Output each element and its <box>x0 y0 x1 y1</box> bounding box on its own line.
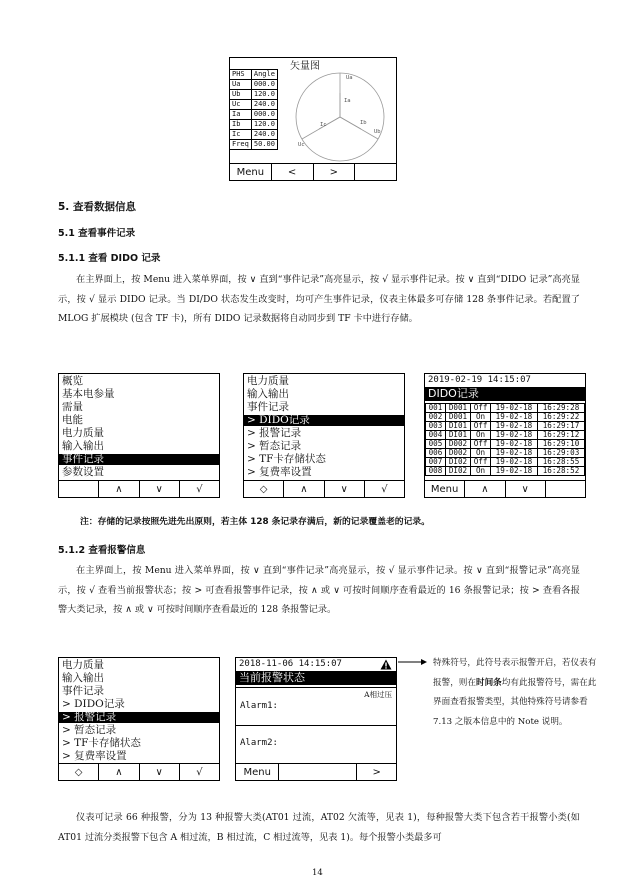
table-row: 006 D002 On 19-02-18 16:29:03 <box>426 449 585 458</box>
alarm-menu-screen <box>58 657 220 781</box>
dido-records-screen <box>424 373 586 498</box>
left-button[interactable]: < <box>272 164 314 180</box>
menu-button[interactable]: Menu <box>230 164 272 180</box>
blank-button[interactable] <box>546 481 585 497</box>
up-button[interactable]: ∧ <box>465 481 505 497</box>
menu-item[interactable]: 输入输出 <box>62 672 104 684</box>
label-uc: Uc <box>298 142 305 148</box>
dido-paragraph: 在主界面上，按 Menu 进入菜单界面，按 ∨ 直到“事件记录”高亮显示，按 √ 显示事件记录。按 ∨ 直到“DIDO 记录”高亮显示，按 √ 显示 DIDO 记录。当 DI/DO 状态发生改变时，均可产生事件记录，仪表主体最多可存储 128 条事件记录。若配置了 MLOG 扩展模块 (包含 TF 卡)，所有 DIDO 记录数据将自动同步到 TF 卡中进行存储。 <box>58 274 580 324</box>
callout-text-after: 均有此报警符号，需在此界面查看报警类型，其他特殊符号请参看 7.13 之版本信息中的 Note 说明。 <box>433 677 597 727</box>
right-button[interactable]: > <box>372 766 381 778</box>
section-5-1-2-heading: 5.1.2 查看报警信息 <box>58 545 146 556</box>
menu-item[interactable]: > TF卡存储状态 <box>62 737 141 749</box>
table-row: 005 D002 Off 19-02-18 16:29:10 <box>426 440 585 449</box>
alarm1-value: A相过压 <box>364 690 392 699</box>
menu-item[interactable]: 参数设置 <box>62 466 104 478</box>
down-button[interactable]: ∨ <box>325 481 365 497</box>
vector-diagram-title: 矢量图 <box>290 61 320 72</box>
table-row: Uc 240.0 <box>230 100 278 110</box>
table-row: 007 DI02 Off 19-02-18 16:28:55 <box>426 458 585 467</box>
table-row: Ic 240.0 <box>230 130 278 140</box>
table-row: 003 DI01 Off 19-02-18 16:29:17 <box>426 422 585 431</box>
menu-item[interactable]: 电力质量 <box>62 427 104 439</box>
label-ub: Ub <box>374 129 381 135</box>
menu-item[interactable]: > 复费率设置 <box>62 750 127 762</box>
event-menu-screen <box>243 373 405 498</box>
section-5-1-1-heading: 5.1.1 查看 DIDO 记录 <box>58 253 161 264</box>
phase-angle-table <box>229 69 278 150</box>
datetime-bar: 2018-11-06 14:15:07 <box>239 659 342 669</box>
up-button[interactable]: ∧ <box>99 764 139 780</box>
page-number: 14 <box>312 868 323 878</box>
menu-item[interactable]: > 暂态记录 <box>247 440 302 452</box>
label-ib: Ib <box>360 120 367 126</box>
blank-button[interactable] <box>59 481 99 497</box>
table-row: 001 D001 Off 19-02-18 16:29:28 <box>426 404 585 413</box>
table-row: Ub 120.0 <box>230 90 278 100</box>
menu-item[interactable]: > 暂态记录 <box>62 724 117 736</box>
menu-button[interactable]: Menu <box>236 764 279 780</box>
alarm-status-screen <box>235 657 397 781</box>
label-ic: Ic <box>320 122 327 128</box>
alarm1-label: Alarm1: <box>240 701 278 711</box>
menu-item[interactable]: 电力质量 <box>62 659 104 671</box>
table-row <box>230 70 278 80</box>
callout-text-bold: 时间条 <box>475 677 502 688</box>
fifo-note: 注：存储的记录按照先进先出原则，若主体 128 条记录存满后，新的记录覆盖老的记录。 <box>80 517 430 527</box>
vector-diagram-screen <box>229 57 397 181</box>
menu-item-selected[interactable]: > 报警记录 <box>59 712 219 723</box>
table-row: 004 DI01 On 19-02-18 16:29:12 <box>426 431 585 440</box>
dido-button-bar <box>425 480 585 497</box>
menu-item[interactable]: 输入输出 <box>247 388 289 400</box>
label-ua: Ua <box>346 75 353 81</box>
alarm-paragraph: 在主界面上，按 Menu 进入菜单界面，按 ∨ 直到“事件记录”高亮显示，按 √ 显示事件记录。按 ∨ 直到“报警记录”高亮显示，按 √ 查看当前报警状态；按 > 可查看报警事件记录，按 ∧ 或 ∨ 可按时间顺序查看最近的 16 条报警记录；按 > 查看各报警大类记录，按 ∧ 或 ∨ 可按时间顺序查看最近的 128 条报警记录。 <box>58 565 580 615</box>
table-row: Ia 000.0 <box>230 110 278 120</box>
table-row <box>230 140 278 150</box>
up-button[interactable]: ∧ <box>284 481 324 497</box>
menu-item[interactable]: > 报警记录 <box>247 427 302 439</box>
main-menu-button-bar <box>59 480 219 497</box>
blank-button[interactable] <box>279 764 357 780</box>
menu-item[interactable]: 电力质量 <box>247 375 289 387</box>
datetime-bar: 2019-02-19 14:15:07 <box>428 375 531 385</box>
dido-title: DIDO记录 <box>425 387 585 401</box>
table-row: Ib 120.0 <box>230 120 278 130</box>
table-row: 008 DI02 On 19-02-18 16:28:52 <box>426 467 585 476</box>
event-menu-button-bar <box>244 480 404 497</box>
right-button[interactable]: > <box>314 164 356 180</box>
alarm-warning-icon <box>380 659 392 670</box>
back-button[interactable]: ◇ <box>244 481 284 497</box>
menu-item[interactable]: 事件记录 <box>62 685 104 697</box>
down-button[interactable]: ∨ <box>506 481 546 497</box>
phasor-ib <box>340 117 361 129</box>
table-row: Ua 000.0 <box>230 80 278 90</box>
table-row: 002 D001 On 19-02-18 16:29:22 <box>426 413 585 422</box>
blank-button[interactable] <box>355 164 396 180</box>
menu-item[interactable]: > DIDO记录 <box>62 698 125 710</box>
menu-item[interactable]: 概览 <box>62 375 83 387</box>
alarm-menu-button-bar <box>59 763 219 780</box>
freq-label: Freq <box>230 140 252 150</box>
section-5-1-heading: 5.1 查看事件记录 <box>58 228 136 239</box>
label-ia: Ia <box>344 98 351 104</box>
back-button[interactable]: ◇ <box>59 764 99 780</box>
alarm-types-paragraph: 仪表可记录 66 种报警，分为 13 种报警大类(AT01 过流，AT02 欠流等，见表 1)，每种报警大类下包含若干报警小类(如 AT01 过流分类报警下包含 A 相过流，B 相过流，C 相过流等，见表 1)。每个报警小类最多可 <box>58 812 580 843</box>
menu-item-selected[interactable]: 事件记录 <box>59 454 219 465</box>
dido-table <box>425 403 585 476</box>
callout-arrow-icon <box>398 658 428 666</box>
menu-item[interactable]: > 复费率设置 <box>247 466 312 478</box>
confirm-button[interactable]: √ <box>196 483 203 495</box>
alarm1-box <box>236 687 396 726</box>
phasor-diagram <box>284 69 396 165</box>
down-button[interactable]: ∨ <box>140 764 180 780</box>
up-button[interactable]: ∧ <box>99 481 139 497</box>
main-menu-screen <box>58 373 220 498</box>
confirm-button[interactable]: √ <box>381 483 388 495</box>
menu-item[interactable]: 事件记录 <box>247 401 289 413</box>
section-5-heading: 5. 查看数据信息 <box>58 201 136 213</box>
menu-item[interactable]: > TF卡存储状态 <box>247 453 326 465</box>
alarm-callout-text <box>433 654 601 732</box>
confirm-button[interactable]: √ <box>196 766 203 778</box>
table-header-angle: Angle <box>251 70 277 80</box>
menu-item[interactable]: 需量 <box>62 401 83 413</box>
vector-button-bar <box>230 163 396 180</box>
freq-value: 50.00 <box>251 140 277 150</box>
menu-button[interactable]: Menu <box>425 481 465 497</box>
menu-item[interactable]: 输入输出 <box>62 440 104 452</box>
down-button[interactable]: ∨ <box>140 481 180 497</box>
alarm-status-button-bar <box>236 763 396 780</box>
menu-item[interactable]: 电能 <box>62 414 83 426</box>
callout-text-before: 特殊符号，此符号表示报警开启，若仪表有报警，则在 <box>433 658 597 688</box>
alarm2-box <box>236 726 396 762</box>
menu-item[interactable]: 基本电参量 <box>62 388 115 400</box>
menu-item-selected[interactable]: > DIDO记录 <box>244 415 404 426</box>
alarm-status-title: 当前报警状态 <box>236 671 396 685</box>
alarm2-label: Alarm2: <box>240 738 278 748</box>
table-header-phs: PHS <box>230 70 252 80</box>
